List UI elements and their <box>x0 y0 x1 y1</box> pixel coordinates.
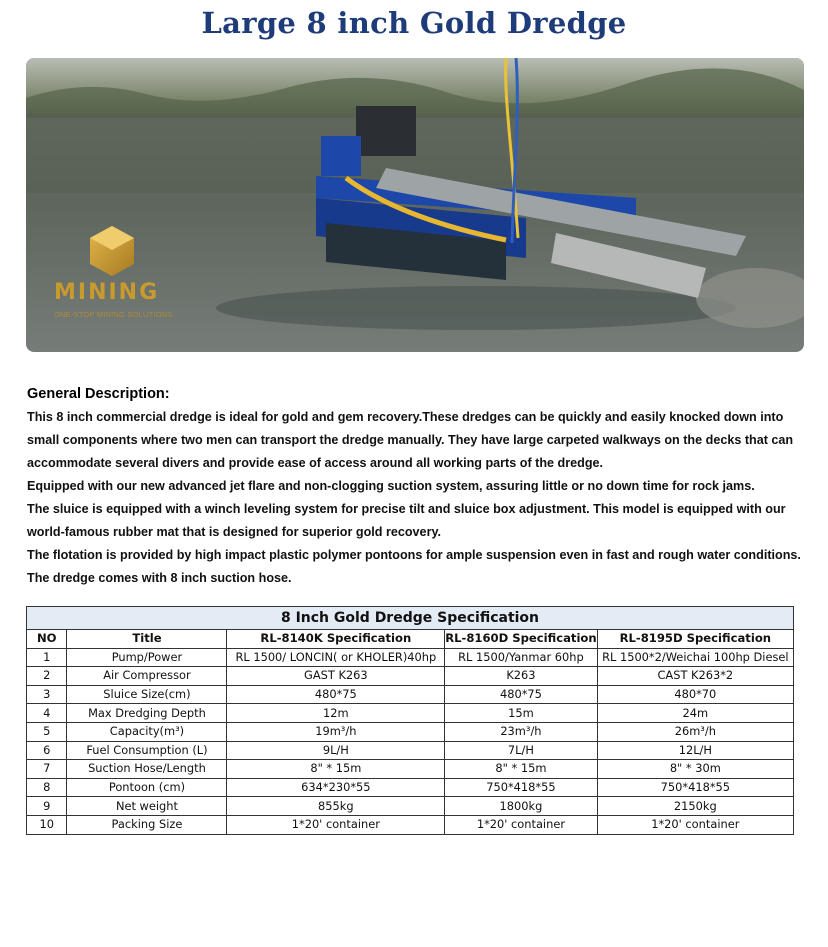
table-row <box>27 797 794 816</box>
table-cell: 12m <box>227 704 445 723</box>
table-row <box>27 704 794 723</box>
spec-table <box>26 606 794 835</box>
table-cell: GAST K263 <box>227 667 445 686</box>
table-row <box>27 778 794 797</box>
table-cell: 26m³/h <box>597 722 793 741</box>
table-cell: 8" * 15m <box>227 760 445 779</box>
dredge-illustration <box>26 58 804 352</box>
table-cell: RL 1500*2/Weichai 100hp Diesel <box>597 648 793 667</box>
table-cell: 7 <box>27 760 67 779</box>
description-line: Equipped with our new advanced jet flare and non-clogging suction system, assuring little or no down time for rock jams. <box>27 479 755 493</box>
table-cell: 480*75 <box>445 685 597 704</box>
table-cell: Packing Size <box>67 815 227 834</box>
description-line: This 8 inch commercial dredge is ideal for gold and gem recovery.These dredges can be quickly and easily knocked down into <box>27 410 784 424</box>
table-cell: 12L/H <box>597 741 793 760</box>
description-line: The dredge comes with 8 inch suction hose. <box>27 571 292 585</box>
table-row <box>27 667 794 686</box>
table-cell: 1*20' container <box>445 815 597 834</box>
table-cell: Max Dredging Depth <box>67 704 227 723</box>
table-cell: 8" * 30m <box>597 760 793 779</box>
table-cell: 1*20' container <box>227 815 445 834</box>
table-cell: Sluice Size(cm) <box>67 685 227 704</box>
dredge-photo <box>26 58 804 352</box>
table-cell: Net weight <box>67 797 227 816</box>
table-cell: 7L/H <box>445 741 597 760</box>
table-cell: 634*230*55 <box>227 778 445 797</box>
column-header: RL-8140K Specification <box>227 630 445 649</box>
table-cell: Air Compressor <box>67 667 227 686</box>
description-heading: General Description: <box>27 386 170 402</box>
table-cell: 750*418*55 <box>445 778 597 797</box>
table-cell: 1800kg <box>445 797 597 816</box>
table-cell: 2150kg <box>597 797 793 816</box>
table-cell: 9 <box>27 797 67 816</box>
column-header: NO <box>27 630 67 649</box>
table-cell: 480*75 <box>227 685 445 704</box>
description-line: The sluice is equipped with a winch leveling system for precise tilt and sluice box adjustment. This model is equipped with our <box>27 502 786 516</box>
table-row <box>27 741 794 760</box>
logo-tagline: ONE-STOP MINING SOLUTIONS <box>54 310 173 319</box>
table-cell: Fuel Consumption (L) <box>67 741 227 760</box>
table-caption: 8 Inch Gold Dredge Specification <box>27 607 794 630</box>
table-cell: 1*20' container <box>597 815 793 834</box>
page-title: Large 8 inch Gold Dredge <box>201 6 627 40</box>
description-line: The flotation is provided by high impact plastic polymer pontoons for ample suspension even in fast and rough water conditions. <box>27 548 801 562</box>
table-cell: 10 <box>27 815 67 834</box>
table-cell: Pontoon (cm) <box>67 778 227 797</box>
table-cell: Capacity(m³) <box>67 722 227 741</box>
logo-wordmark: MINING <box>54 280 160 305</box>
table-cell: 8 <box>27 778 67 797</box>
table-cell: 9L/H <box>227 741 445 760</box>
table-cell: 750*418*55 <box>597 778 793 797</box>
table-cell: 6 <box>27 741 67 760</box>
table-cell: RL 1500/ LONCIN( or KHOLER)40hp <box>227 648 445 667</box>
description-line: small components where two men can transport the dredge manually. They have large carpeted walkways on the decks that can <box>27 433 794 447</box>
table-cell: 480*70 <box>597 685 793 704</box>
table-cell: 8" * 15m <box>445 760 597 779</box>
table-row <box>27 760 794 779</box>
table-cell: 23m³/h <box>445 722 597 741</box>
table-cell: 3 <box>27 685 67 704</box>
table-row <box>27 722 794 741</box>
table-row <box>27 815 794 834</box>
table-cell: Suction Hose/Length <box>67 760 227 779</box>
general-description <box>27 386 807 590</box>
table-cell: 1 <box>27 648 67 667</box>
table-row <box>27 685 794 704</box>
table-cell: 2 <box>27 667 67 686</box>
table-cell: 24m <box>597 704 793 723</box>
table-cell: 855kg <box>227 797 445 816</box>
table-cell: 4 <box>27 704 67 723</box>
table-cell: 15m <box>445 704 597 723</box>
column-header: RL-8160D Specification <box>445 630 597 649</box>
description-line: world-famous rubber mat that is designed for superior gold recovery. <box>27 525 442 539</box>
table-row <box>27 648 794 667</box>
table-cell: 19m³/h <box>227 722 445 741</box>
table-header-row <box>27 630 794 649</box>
table-cell: Pump/Power <box>67 648 227 667</box>
table-cell: K263 <box>445 667 597 686</box>
table-cell: CAST K263*2 <box>597 667 793 686</box>
description-line: accommodate several divers and provide ease of access around all working parts of the dredge. <box>27 456 604 470</box>
table-cell: RL 1500/Yanmar 60hp <box>445 648 597 667</box>
table-cell: 5 <box>27 722 67 741</box>
column-header: Title <box>67 630 227 649</box>
column-header: RL-8195D Specification <box>597 630 793 649</box>
